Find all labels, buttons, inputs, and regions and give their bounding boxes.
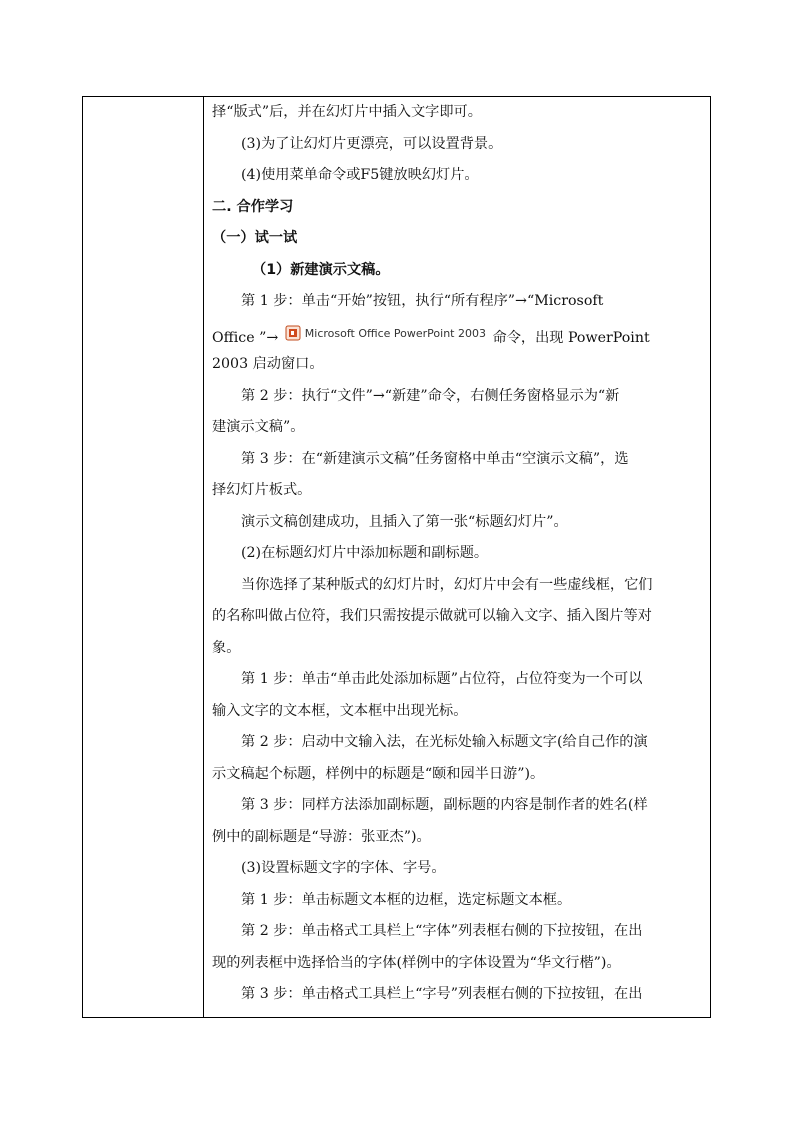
text-line: 2003 启动窗口。 — [212, 356, 324, 372]
text-line: 第 2 步：单击格式工具栏上“字体”列表框右侧的下拉按钮，在出 — [241, 923, 643, 939]
text-line: (3)为了让幻灯片更漂亮，可以设置背景。 — [241, 135, 503, 152]
text-line: 输入文字的文本框，文本框中出现光标。 — [212, 702, 468, 719]
left-column-cell — [83, 97, 203, 1017]
text-line: (2)在标题幻灯片中添加标题和副标题。 — [241, 545, 489, 561]
text-fragment: 命令，出现 PowerPoint — [492, 329, 650, 346]
text-line-with-menu-item — [212, 318, 704, 350]
text-line: 第 1 步：单击“单击此处添加标题”占位符，占位符变为一个可以 — [241, 671, 643, 687]
text-line: 第 1 步：单击标题文本框的边框，选定标题文本框。 — [241, 891, 572, 908]
subsection-heading: （一）试一试 — [212, 230, 298, 246]
text-line: 当你选择了某种版式的幻灯片时，幻灯片中会有一些虚线框，它们 — [241, 576, 653, 593]
section-heading: 二. 合作学习 — [212, 198, 294, 215]
text-line: 第 2 步：启动中文输入法，在光标处输入标题文字(给自己作的演 — [241, 734, 648, 750]
text-line: 例中的副标题是“导游：张亚杰”)。 — [212, 828, 431, 845]
text-fragment: Office ”→ — [212, 329, 279, 346]
powerpoint-menu-item — [285, 318, 486, 350]
right-column-cell — [212, 97, 704, 1011]
text-line: 择幻灯片板式。 — [212, 482, 312, 498]
text-line: 第 1 步：单击“开始”按钮，执行“所有程序”→“Microsoft — [241, 293, 604, 309]
content-table — [82, 96, 711, 1018]
text-line: 第 2 步：执行“文件”→“新建”命令，右侧任务窗格显示为“新 — [241, 387, 620, 404]
text-line: 第 3 步：同样方法添加副标题，副标题的内容是制作者的姓名(样 — [241, 797, 648, 813]
text-line: 第 3 步：单击格式工具栏上“字号”列表框右侧的下拉按钮，在出 — [241, 986, 643, 1002]
text-line: 第 3 步：在“新建演示文稿”任务窗格中单击“空演示文稿”，选 — [241, 450, 629, 467]
text-line: 演示文稿创建成功，且插入了第一张“标题幻灯片”。 — [241, 513, 568, 530]
powerpoint-menu-label: Microsoft Office PowerPoint 2003 — [304, 326, 486, 340]
text-line: 示文稿起个标题，样例中的标题是“颐和园半日游”)。 — [212, 765, 545, 782]
text-line: 择“版式”后，并在幻灯片中插入文字即可。 — [212, 104, 482, 120]
text-line: (4)使用菜单命令或F5键放映幻灯片。 — [241, 167, 479, 183]
powerpoint-icon — [285, 325, 301, 341]
task-heading: （1）新建演示文稿。 — [252, 261, 390, 278]
text-line: 象。 — [212, 639, 241, 656]
text-line: 现的列表框中选择恰当的字体(样例中的字体设置为“华文行楷”)。 — [212, 954, 621, 971]
text-line: 的名称叫做占位符，我们只需按提示做就可以输入文字、插入图片等对 — [212, 608, 652, 624]
text-line: (3)设置标题文字的字体、字号。 — [241, 860, 446, 876]
text-line: 建演示文稿”。 — [212, 419, 305, 435]
column-divider — [203, 97, 204, 1017]
